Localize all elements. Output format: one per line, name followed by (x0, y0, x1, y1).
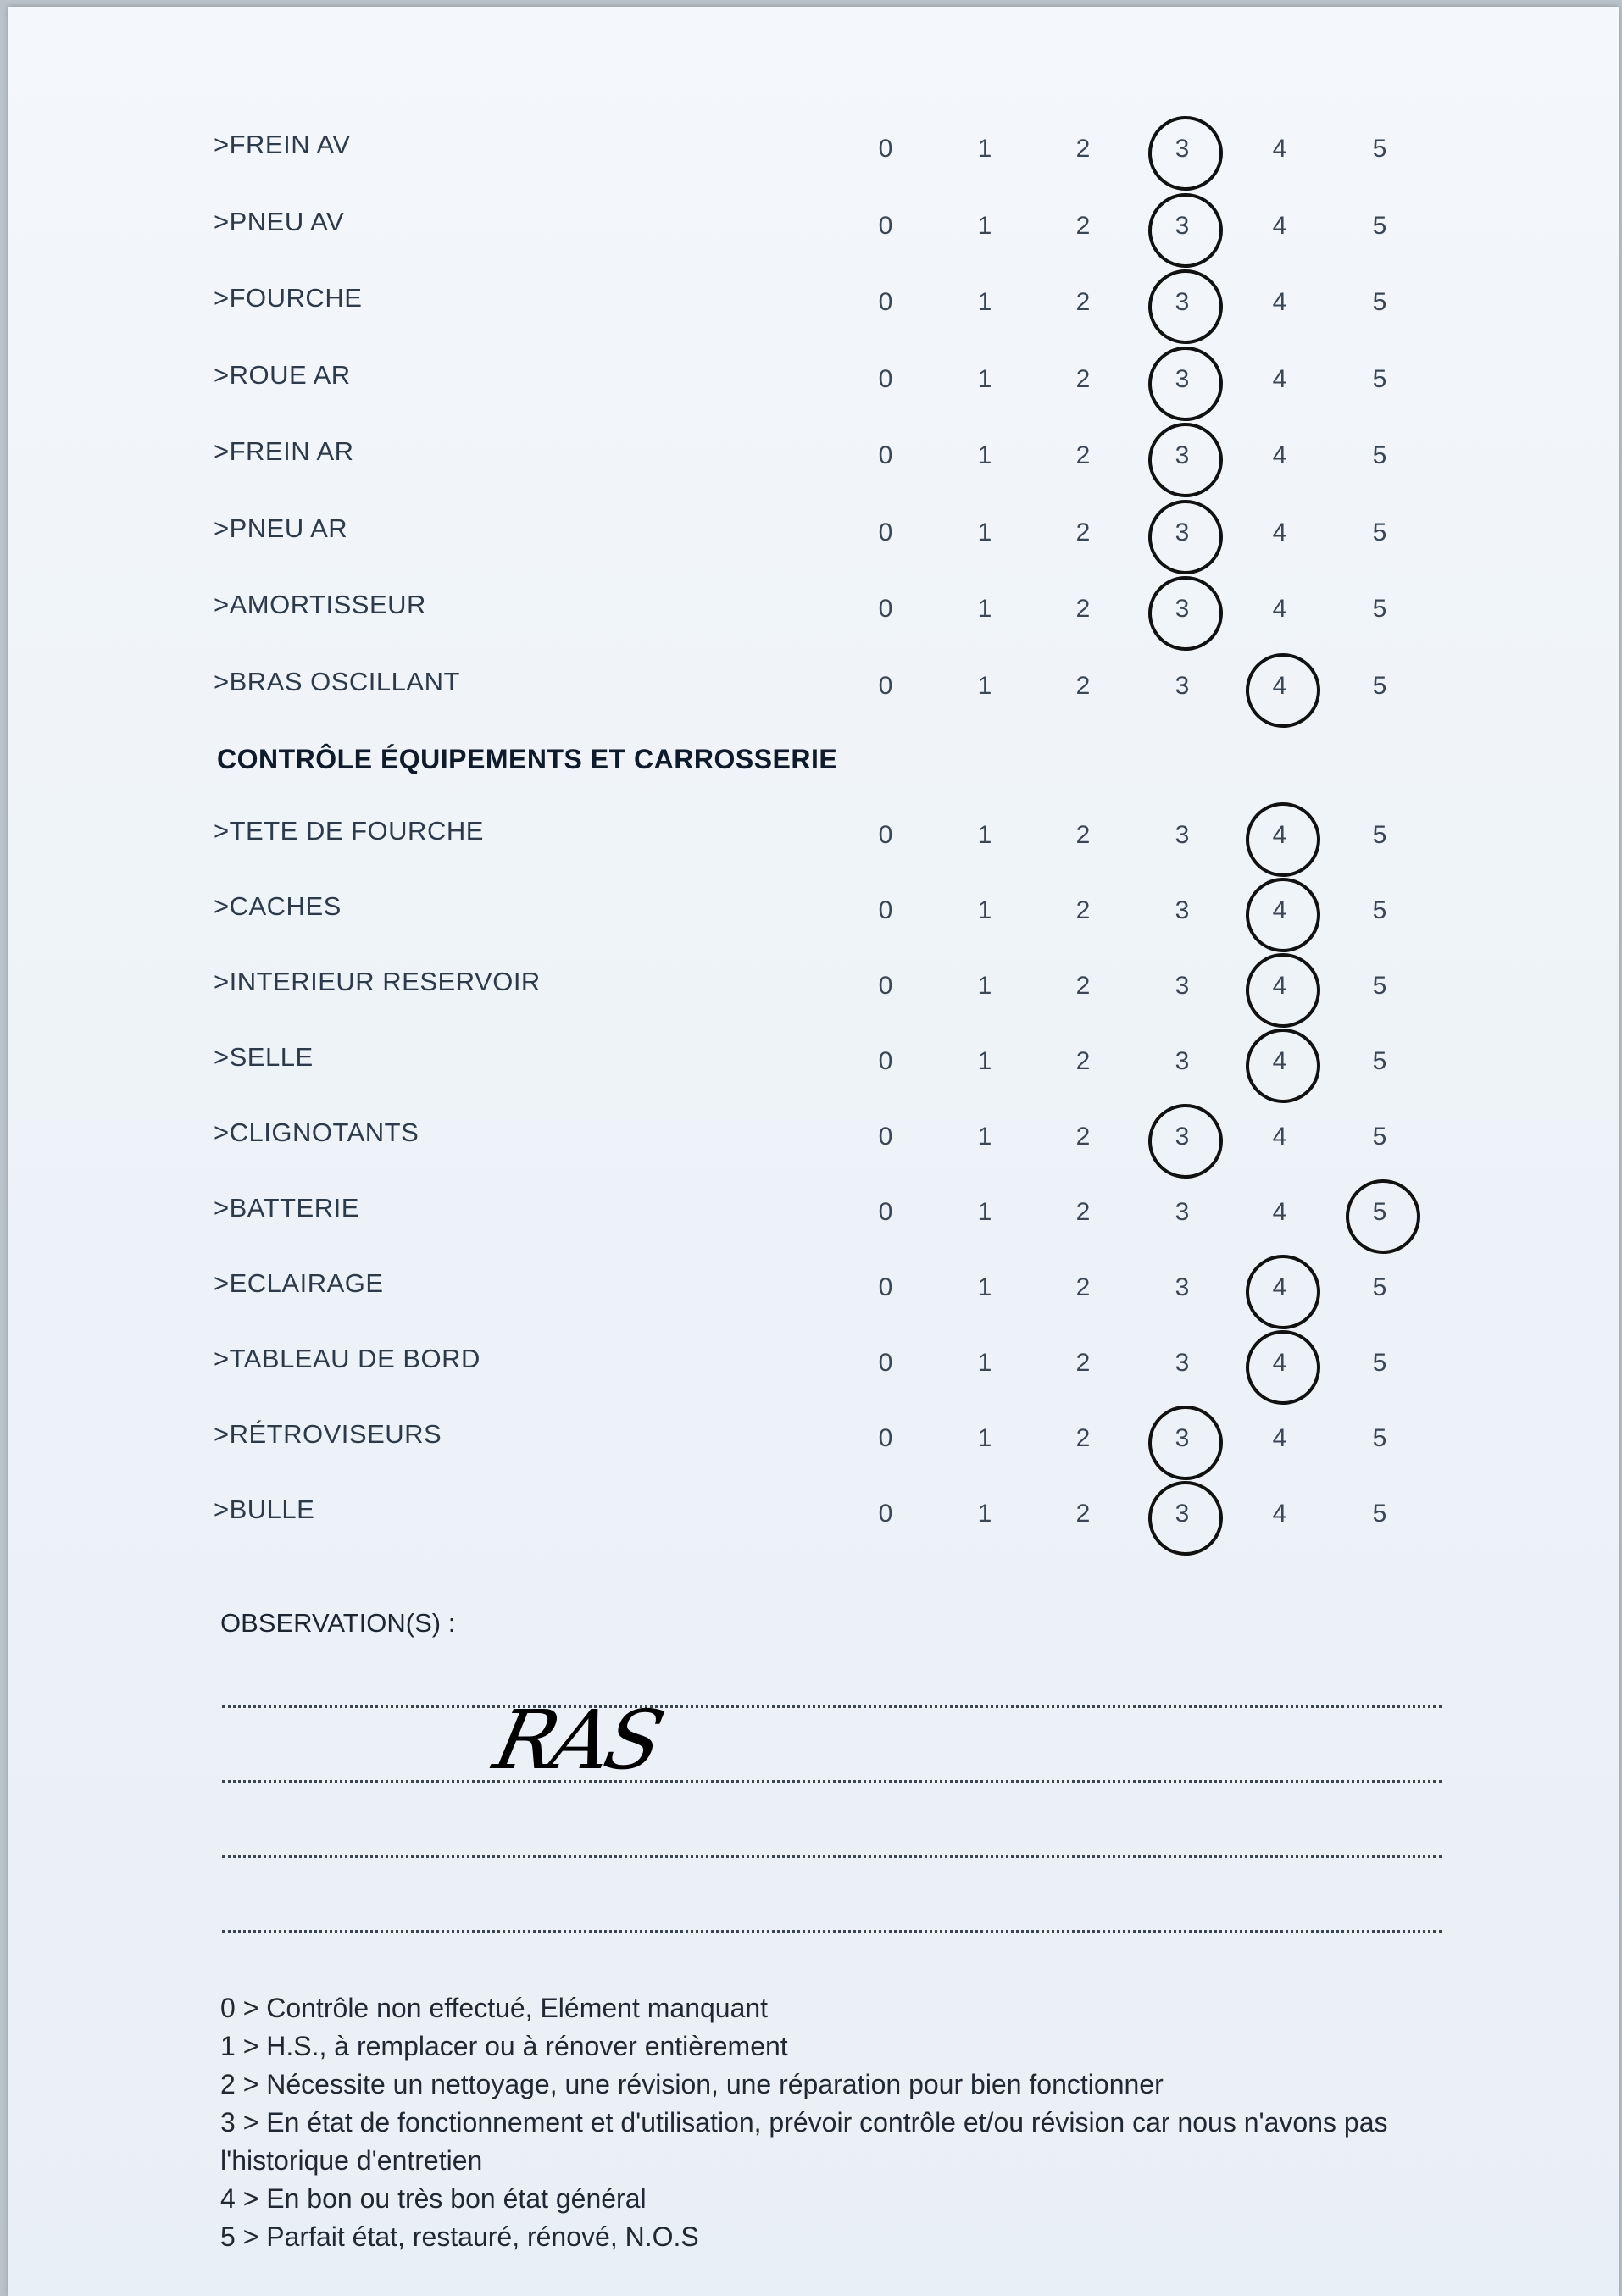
rating-option[interactable]: 5 (1372, 821, 1387, 849)
rating-option-selected[interactable]: 3 (1157, 441, 1208, 470)
rating-option[interactable]: 0 (878, 211, 893, 240)
rating-option[interactable]: 5 (1372, 972, 1387, 1000)
rating-option[interactable]: 3 (1175, 1273, 1190, 1301)
inspection-item-label: >PNEU AR (214, 513, 348, 543)
rating-option[interactable]: 2 (1075, 821, 1091, 849)
rating-option-selected[interactable]: 4 (1254, 672, 1305, 701)
rating-option[interactable]: 3 (1175, 972, 1190, 1000)
rating-option-selected[interactable]: 4 (1254, 972, 1305, 1001)
rating-option[interactable]: 2 (1075, 595, 1091, 623)
rating-option[interactable]: 0 (878, 518, 893, 546)
inspection-row (8, 1495, 1619, 1554)
rating-option[interactable]: 1 (977, 211, 992, 240)
inspection-item-label: >BATTERIE (214, 1193, 359, 1223)
rating-option-selected[interactable]: 4 (1254, 896, 1305, 925)
rating-option[interactable]: 5 (1372, 1500, 1387, 1528)
rating-option[interactable]: 0 (878, 135, 893, 163)
rating-option-selected[interactable]: 3 (1157, 135, 1208, 164)
rating-option[interactable]: 4 (1272, 211, 1287, 240)
rating-option[interactable]: 3 (1175, 1198, 1190, 1226)
rating-option[interactable]: 2 (1075, 211, 1091, 240)
inspection-item-label: >TETE DE FOURCHE (214, 816, 484, 846)
handwritten-observation: RAS (486, 1693, 668, 1788)
rating-option[interactable]: 5 (1372, 896, 1387, 924)
inspection-row (8, 207, 1619, 266)
inspection-item-label: >FREIN AR (214, 436, 354, 466)
inspection-row (8, 1042, 1619, 1101)
rating-option[interactable]: 1 (977, 972, 992, 1000)
rating-option[interactable]: 0 (878, 896, 893, 924)
inspection-item-label: >SELLE (214, 1042, 314, 1072)
rating-option[interactable]: 1 (977, 441, 992, 469)
inspection-row (8, 1117, 1619, 1177)
rating-option[interactable]: 4 (1272, 1424, 1287, 1452)
inspection-row (8, 891, 1619, 951)
observation-line-1 (222, 1705, 1442, 1708)
rating-option[interactable]: 2 (1075, 1198, 1091, 1226)
rating-option[interactable]: 2 (1075, 288, 1091, 316)
rating-option[interactable]: 5 (1372, 211, 1387, 240)
rating-option[interactable]: 5 (1372, 441, 1387, 469)
rating-option[interactable]: 1 (977, 821, 992, 849)
rating-option[interactable]: 3 (1175, 671, 1190, 700)
rating-option[interactable]: 4 (1272, 364, 1287, 393)
rating-option-selected[interactable]: 3 (1157, 1500, 1208, 1528)
inspection-row (8, 816, 1619, 875)
rating-option[interactable]: 2 (1075, 135, 1091, 163)
observation-line-3 (222, 1855, 1442, 1858)
rating-option[interactable]: 1 (977, 1273, 992, 1301)
inspection-row (8, 667, 1619, 726)
legend-item: 2 > Nécessite un nettoyage, une révision, une réparation pour bien fonctionner (220, 2069, 1164, 2099)
inspection-item-label: >ROUE AR (214, 359, 351, 390)
rating-option[interactable]: 2 (1075, 1500, 1091, 1528)
inspection-row (8, 967, 1619, 1026)
rating-option[interactable]: 1 (977, 671, 992, 700)
rating-option[interactable]: 2 (1075, 1273, 1091, 1301)
observation-line-2 (222, 1780, 1442, 1783)
inspection-row (8, 590, 1619, 649)
rating-option[interactable]: 2 (1075, 364, 1091, 393)
rating-option[interactable]: 2 (1075, 896, 1091, 924)
rating-option-selected[interactable]: 3 (1157, 519, 1208, 547)
rating-option[interactable]: 0 (878, 1047, 893, 1075)
rating-option[interactable]: 1 (977, 518, 992, 546)
inspection-item-label: >BRAS OSCILLANT (214, 666, 460, 696)
rating-option[interactable]: 0 (878, 595, 893, 623)
rating-option[interactable]: 1 (977, 288, 992, 316)
inspection-row (8, 513, 1619, 573)
inspection-item-label: >INTERIEUR RESERVOIR (214, 967, 541, 996)
rating-option[interactable]: 0 (878, 1123, 893, 1151)
rating-option[interactable]: 5 (1372, 518, 1387, 546)
inspection-item-label: >FREIN AV (214, 130, 351, 159)
rating-option[interactable]: 4 (1272, 1123, 1287, 1151)
rating-option[interactable]: 2 (1075, 441, 1091, 469)
rating-option[interactable]: 3 (1175, 821, 1190, 849)
rating-option[interactable]: 0 (878, 1349, 893, 1377)
rating-option[interactable]: 1 (977, 896, 992, 924)
rating-option[interactable]: 1 (977, 1500, 992, 1528)
rating-option[interactable]: 0 (878, 288, 893, 316)
inspection-row (8, 436, 1619, 496)
inspection-row (8, 130, 1619, 189)
rating-option[interactable]: 2 (1075, 1424, 1091, 1452)
rating-option[interactable]: 0 (878, 364, 893, 393)
rating-option[interactable]: 5 (1372, 288, 1387, 316)
inspection-row (8, 283, 1619, 342)
rating-option[interactable]: 5 (1372, 595, 1387, 623)
rating-option[interactable]: 0 (878, 1424, 893, 1452)
inspection-item-label: >ECLAIRAGE (214, 1268, 384, 1298)
rating-option[interactable]: 5 (1372, 1273, 1387, 1301)
rating-option-selected[interactable]: 3 (1157, 212, 1208, 241)
rating-option[interactable]: 1 (977, 1198, 992, 1226)
rating-option[interactable]: 0 (878, 821, 893, 849)
rating-option-selected[interactable]: 4 (1254, 821, 1305, 850)
rating-option[interactable]: 0 (878, 671, 893, 700)
legend-item: 3 > En état de fonctionnement et d'utilisation, prévoir contrôle et/ou révision car nous n'avons pas l'historique d'entretien (220, 2107, 1388, 2176)
legend-item: 0 > Contrôle non effectué, Elément manquant (220, 1993, 769, 2023)
rating-option[interactable]: 2 (1075, 518, 1091, 546)
rating-option[interactable]: 1 (977, 1123, 992, 1151)
rating-option[interactable]: 4 (1272, 135, 1287, 163)
rating-option-selected[interactable]: 3 (1157, 288, 1208, 317)
rating-option-selected[interactable]: 3 (1157, 1123, 1208, 1151)
rating-legend (220, 1989, 1441, 2256)
rating-option[interactable]: 5 (1372, 364, 1387, 393)
rating-option[interactable]: 0 (878, 1500, 893, 1528)
rating-option[interactable]: 2 (1075, 1123, 1091, 1151)
rating-option[interactable]: 5 (1372, 1424, 1387, 1452)
rating-option[interactable]: 2 (1075, 972, 1091, 1000)
inspection-item-label: >PNEU AV (214, 206, 345, 236)
inspection-item-label: >BULLE (214, 1495, 315, 1524)
rating-option[interactable]: 0 (878, 1273, 893, 1301)
rating-option[interactable]: 3 (1175, 1047, 1190, 1075)
rating-option-selected[interactable]: 5 (1354, 1198, 1405, 1227)
rating-option[interactable]: 5 (1372, 1047, 1387, 1075)
rating-option[interactable]: 2 (1075, 1349, 1091, 1377)
observations-label: OBSERVATION(S) : (220, 1608, 456, 1638)
rating-option[interactable]: 1 (977, 1424, 992, 1452)
rating-option[interactable]: 3 (1175, 1349, 1190, 1377)
rating-option[interactable]: 2 (1075, 671, 1091, 700)
rating-option[interactable]: 1 (977, 1349, 992, 1377)
rating-option[interactable]: 5 (1372, 671, 1387, 700)
rating-option-selected[interactable]: 4 (1254, 1273, 1305, 1302)
rating-option[interactable]: 3 (1175, 896, 1190, 924)
rating-option[interactable]: 5 (1372, 135, 1387, 163)
inspection-row (8, 360, 1619, 419)
legend-item: 4 > En bon ou très bon état général (220, 2183, 647, 2214)
rating-option[interactable]: 0 (878, 1198, 893, 1226)
rating-option-selected[interactable]: 4 (1254, 1349, 1305, 1378)
inspection-row (8, 1268, 1619, 1328)
rating-option[interactable]: 1 (977, 1047, 992, 1075)
rating-option[interactable]: 4 (1272, 595, 1287, 623)
section-title: CONTRÔLE ÉQUIPEMENTS ET CARROSSERIE (217, 744, 838, 774)
observation-line-4 (222, 1930, 1442, 1933)
rating-option[interactable]: 4 (1272, 441, 1287, 469)
rating-option[interactable]: 0 (878, 972, 893, 1000)
inspection-item-label: >CLIGNOTANTS (214, 1117, 419, 1147)
rating-option[interactable]: 4 (1272, 518, 1287, 546)
rating-option[interactable]: 4 (1272, 288, 1287, 316)
rating-option[interactable]: 4 (1272, 1500, 1287, 1528)
inspection-item-label: >FOURCHE (214, 283, 363, 313)
legend-item: 5 > Parfait état, restauré, rénové, N.O.S (220, 2221, 699, 2252)
rating-option[interactable]: 1 (977, 364, 992, 393)
rating-option[interactable]: 5 (1372, 1349, 1387, 1377)
inspection-row (8, 1419, 1619, 1478)
rating-option[interactable]: 5 (1372, 1123, 1387, 1151)
rating-option[interactable]: 4 (1272, 1198, 1287, 1226)
rating-option-selected[interactable]: 3 (1157, 1424, 1208, 1453)
inspection-row (8, 1344, 1619, 1403)
rating-option-selected[interactable]: 4 (1254, 1047, 1305, 1076)
inspection-item-label: >CACHES (214, 891, 342, 921)
rating-option-selected[interactable]: 3 (1157, 365, 1208, 394)
inspection-item-label: >TABLEAU DE BORD (214, 1344, 480, 1373)
rating-option[interactable]: 2 (1075, 1047, 1091, 1075)
rating-option[interactable]: 0 (878, 441, 893, 469)
rating-option-selected[interactable]: 3 (1157, 595, 1208, 624)
inspection-item-label: >RÉTROVISEURS (214, 1419, 442, 1449)
legend-item: 1 > H.S., à remplacer ou à rénover entièrement (220, 2031, 788, 2061)
rating-option[interactable]: 1 (977, 135, 992, 163)
rating-option[interactable]: 1 (977, 595, 992, 623)
inspection-item-label: >AMORTISSEUR (214, 590, 426, 619)
inspection-row (8, 1193, 1619, 1252)
inspection-sheet (8, 7, 1619, 2296)
